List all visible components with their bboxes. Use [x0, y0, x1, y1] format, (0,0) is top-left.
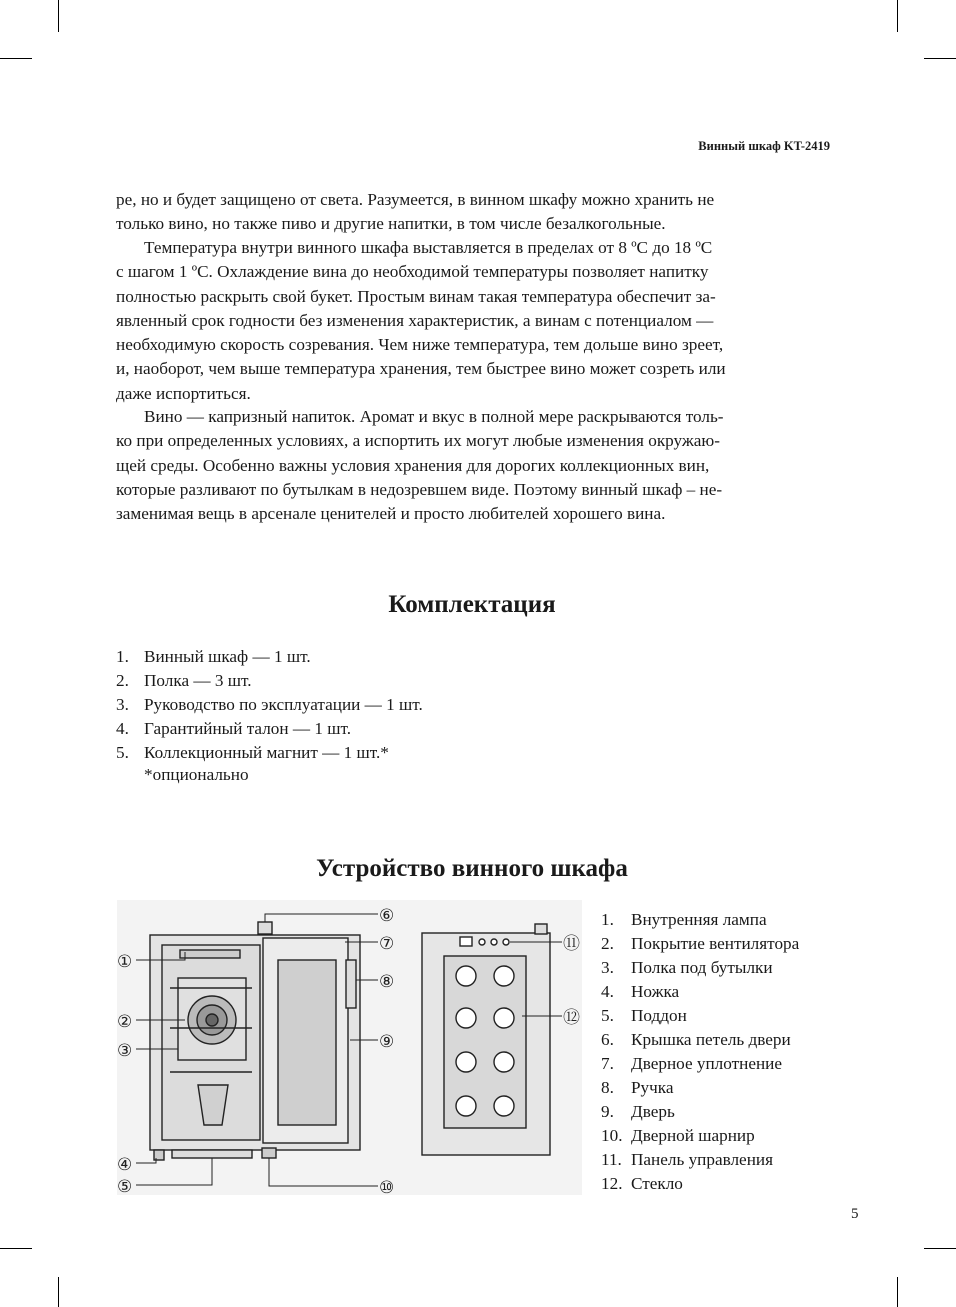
list-text: Дверь — [631, 1102, 675, 1121]
page-number: 5 — [851, 1206, 859, 1222]
intro-paragraph-2 — [116, 236, 834, 406]
list-item — [116, 741, 423, 765]
text-line: ко при определенных условиях, а испортить их могут любые изменения окружаю- — [116, 431, 720, 451]
list-text: Стекло — [631, 1174, 683, 1193]
callout-2: ② — [117, 1012, 133, 1032]
text-line: с шагом 1 ºС. Охлаждение вина до необходимой температуры позволяет напитку — [116, 262, 709, 282]
callout-9: ⑨ — [379, 1032, 395, 1052]
text-line: Температура внутри винного шкафа выставляется в пределах от 8 ºС до 18 ºС — [144, 238, 713, 257]
list-item — [601, 956, 799, 980]
list-number: 5. — [116, 743, 129, 762]
list-item — [601, 1124, 799, 1148]
list-item — [601, 1028, 799, 1052]
list-number: 1. — [601, 910, 614, 929]
text-line: которые разливают по бутылкам в недозревшем виде. Поэтому винный шкаф – не- — [116, 479, 723, 499]
device-heading: Устройство винного шкафа — [316, 855, 628, 882]
text-line: только вино, но также пиво и другие напитки, в том числе безалкогольные. — [116, 214, 666, 234]
text-line: Вино — капризный напиток. Аромат и вкус в полной мере раскрываются толь- — [144, 407, 724, 426]
callout-6: ⑥ — [379, 906, 395, 926]
list-text: Дверное уплотнение — [631, 1054, 782, 1073]
list-item — [601, 932, 799, 956]
list-text: Внутренняя лампа — [631, 910, 767, 929]
callout-11: ⑪ — [563, 934, 580, 954]
text-line: заменимая вещь в арсенале ценителей и просто любителей хорошего вина. — [116, 504, 666, 524]
text-line: ре, но и будет защищено от света. Разумеется, в винном шкафу можно хранить не — [116, 190, 715, 209]
cabinet-front-view — [422, 924, 550, 1155]
list-text: Полка под бутылки — [631, 958, 773, 977]
crop-mark — [0, 58, 32, 59]
list-number: 11. — [601, 1150, 622, 1169]
cabinet-open-view — [150, 922, 360, 1160]
text-line: щей среды. Особенно важны условия хранения для дорогих коллекционных вин, — [116, 455, 710, 475]
list-item — [601, 908, 799, 932]
list-number: 5. — [601, 1006, 614, 1025]
list-text: Поддон — [631, 1006, 687, 1025]
list-item — [601, 1052, 799, 1076]
callout-10: ⑩ — [379, 1178, 395, 1198]
running-header: Винный шкаф KT-2419 — [698, 139, 830, 153]
list-number: 3. — [116, 695, 129, 714]
text-line: и, наоборот, чем выше температура хранения, тем быстрее вино может созреть или — [116, 359, 726, 379]
package-list — [116, 645, 423, 765]
text-line: необходимую скорость созревания. Чем ниже температура, тем дольше вино зреет, — [116, 335, 724, 355]
list-number: 6. — [601, 1030, 614, 1049]
list-item — [116, 693, 423, 717]
list-number: 12. — [601, 1174, 623, 1193]
crop-mark — [58, 1277, 59, 1307]
list-number: 2. — [601, 934, 614, 953]
optional-note: *опционально — [144, 765, 249, 784]
callout-3: ③ — [117, 1041, 133, 1061]
crop-mark — [58, 0, 59, 32]
list-text: Гарантийный талон — 1 шт. — [144, 719, 351, 738]
crop-mark — [924, 58, 956, 59]
list-item — [601, 1004, 799, 1028]
list-text: Полка — 3 шт. — [144, 671, 252, 690]
list-number: 9. — [601, 1102, 614, 1121]
callout-5: ⑤ — [117, 1177, 133, 1197]
text-line: даже испортиться. — [116, 383, 251, 403]
text-line: явленный срок годности без изменения характеристик, а винам с потенциалом — — [116, 310, 714, 330]
list-text: Коллекционный магнит — 1 шт.* — [144, 743, 389, 762]
list-item — [116, 669, 423, 693]
list-item — [601, 1100, 799, 1124]
intro-paragraph-1 — [116, 188, 834, 237]
list-item — [601, 1172, 799, 1196]
callout-8: ⑧ — [379, 972, 395, 992]
crop-mark — [924, 1248, 956, 1249]
list-number: 7. — [601, 1054, 614, 1073]
list-item — [601, 1148, 799, 1172]
parts-list — [601, 908, 799, 1196]
text-line: полностью раскрыть свой букет. Простым винам такая температура обеспечит за- — [116, 286, 716, 306]
list-text: Ручка — [631, 1078, 674, 1097]
callout-1: ① — [117, 952, 133, 972]
list-item — [601, 1076, 799, 1100]
list-text: Панель управления — [631, 1150, 773, 1169]
intro-paragraph-3 — [116, 405, 834, 526]
list-text: Покрытие вентилятора — [631, 934, 800, 953]
list-number: 10. — [601, 1126, 623, 1145]
list-text: Крышка петель двери — [631, 1030, 791, 1049]
list-number: 4. — [601, 982, 614, 1001]
list-number: 3. — [601, 958, 614, 977]
callout-7: ⑦ — [379, 934, 395, 954]
callout-12: ⑫ — [563, 1008, 580, 1028]
list-item — [116, 645, 423, 669]
list-number: 8. — [601, 1078, 614, 1097]
fan-cover — [178, 978, 246, 1060]
wine-cabinet-diagram — [0, 900, 600, 1200]
list-text: Дверной шарнир — [631, 1126, 755, 1145]
list-text: Винный шкаф — 1 шт. — [144, 647, 311, 666]
crop-mark — [897, 0, 898, 32]
package-heading: Комплектация — [388, 591, 556, 618]
list-number: 2. — [116, 671, 129, 690]
callout-4: ④ — [117, 1155, 133, 1175]
list-text: Руководство по эксплуатации — 1 шт. — [144, 695, 423, 714]
list-number: 1. — [116, 647, 129, 666]
list-item — [116, 717, 423, 741]
list-item — [601, 980, 799, 1004]
crop-mark — [0, 1248, 32, 1249]
list-number: 4. — [116, 719, 129, 738]
list-text: Ножка — [631, 982, 680, 1001]
crop-mark — [897, 1277, 898, 1307]
